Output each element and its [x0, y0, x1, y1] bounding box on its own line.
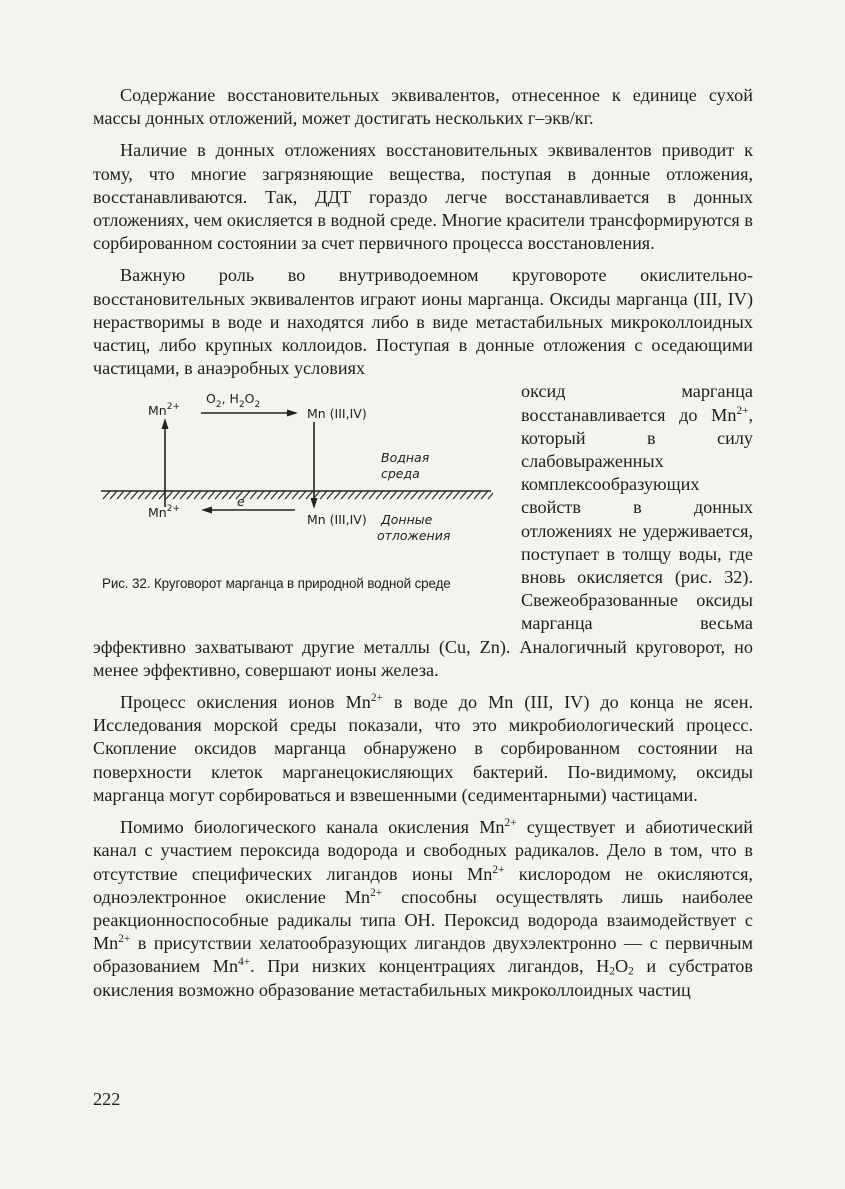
hatch-stroke	[320, 491, 327, 499]
arrow-oxidation-head	[287, 410, 298, 417]
hatch-stroke	[194, 491, 201, 499]
paragraph-3-side: оксид марганца восстанавливается до $Mn^{2+}$, который в силу слабовыраженных комплексообразующих свойств в донных отложениях не удерживается, поступает в толщу воды, где вновь окисляется (рис. 32). Свежеобразованные оксиды марганца весьма	[521, 381, 753, 634]
hatch-stroke	[222, 491, 229, 499]
hatch-stroke	[383, 491, 390, 499]
hatch-stroke	[439, 491, 446, 499]
label-water-1: Водная	[381, 450, 430, 466]
hatch-stroke	[418, 491, 425, 499]
hatch-stroke	[117, 491, 124, 499]
sediment-hatching	[103, 491, 493, 499]
arrow-reduction-head	[201, 507, 212, 514]
hatch-stroke	[488, 491, 493, 499]
hatch-stroke	[180, 491, 187, 499]
paragraph-4: Процесс окисления ионов $Mn^{2+}$ в воде до Mn (III, IV) до конца не ясен. Исследования морской среды показали, что это микробиологический процесс. Скопление оксидов марганца обнаружено в сорбированном состоянии на поверхности клеток марганецокисляющих бактерий. По-видимому, оксиды марганца могут сорбироваться и взвешенными (седиментарными) частицами.	[93, 692, 754, 805]
hatch-stroke	[250, 491, 257, 499]
hatch-stroke	[334, 491, 341, 499]
figure-caption: Рис. 32. Круговорот марганца в природной водной среде	[102, 576, 451, 592]
hatch-stroke	[467, 491, 474, 499]
hatch-stroke	[166, 491, 173, 499]
hatch-stroke	[131, 491, 138, 499]
arrow-up-head	[162, 418, 169, 429]
hatch-stroke	[257, 491, 264, 499]
hatch-stroke	[453, 491, 460, 499]
figure-32	[93, 380, 493, 612]
hatch-stroke	[376, 491, 383, 499]
paragraph-3-top: Важную роль во внутриводоемном круговороте окислительно-восстановительных эквивалентов играют ионы марганца. Оксиды марганца (III, IV) нерастворимы в воде и находятся либо в виде метастабильных микроколлоидных частиц, либо крупных коллоидов. Поступая в донные отложения с оседающими частицами, в анаэробных условиях	[93, 265, 753, 379]
page-number: 222	[93, 1089, 121, 1109]
hatch-stroke	[369, 491, 376, 499]
hatch-stroke	[103, 491, 110, 499]
hatch-stroke	[397, 491, 404, 499]
hatch-stroke	[292, 491, 299, 499]
label-mn2-top: $Mn^{2+}$	[148, 402, 180, 419]
hatch-stroke	[425, 491, 432, 499]
hatch-stroke	[362, 491, 369, 499]
hatch-stroke	[201, 491, 208, 499]
hatch-stroke	[229, 491, 236, 499]
hatch-stroke	[110, 491, 117, 499]
hatch-stroke	[390, 491, 397, 499]
hatch-stroke	[264, 491, 271, 499]
hatch-stroke	[306, 491, 313, 499]
hatch-stroke	[173, 491, 180, 499]
paragraph-5: Помимо биологического канала окисления $Mn^{2+}$ существует и абиотический канал с участием пероксида водорода и свободных радикалов. Дело в том, что в отсутствие специфических лигандов ионы $Mn^{2+}$ кислородом не окисляются, одноэлектронное окисление $Mn^{2+}$ способны осуществлять лишь наиболее реакционноспособные радикалы типа ОН. Пероксид водорода взаимодействует с $Mn^{2+}$ в присутствии хелатообразующих лигандов двухэлектронно — с первичным образованием $Mn^{4+}$. При низких концентрациях лигандов, $H_2O_2$ и субстратов окисления возможно образование метастабильных микроколлоидных частиц	[93, 817, 753, 1000]
hatch-stroke	[208, 491, 215, 499]
label-electron: e	[237, 494, 245, 510]
hatch-stroke	[278, 491, 285, 499]
hatch-stroke	[138, 491, 145, 499]
hatch-stroke	[285, 491, 292, 499]
hatch-stroke	[481, 491, 488, 499]
hatch-stroke	[271, 491, 278, 499]
hatch-stroke	[299, 491, 306, 499]
hatch-stroke	[355, 491, 362, 499]
manganese-cycle-diagram	[93, 380, 493, 580]
arrow-down-head	[311, 498, 318, 509]
side-column	[521, 380, 753, 635]
hatch-stroke	[124, 491, 131, 499]
hatch-stroke	[152, 491, 159, 499]
hatch-stroke	[446, 491, 453, 499]
label-mn34-top: Mn (III,IV)	[307, 406, 367, 422]
label-oxidants: $O_2$, $H_2O_2$	[206, 391, 261, 411]
paragraph-2: Наличие в донных отложениях восстановительных эквивалентов приводит к тому, что многие загрязняющие вещества, поступая в донные отложения, восстанавливаются. Так, ДДТ гораздо легче восстанавливается в донных отложениях, чем окисляется в водной среде. Многие красители трансформируются в сорбированном состоянии за счет первичного процесса восстановления.	[93, 140, 753, 254]
hatch-stroke	[327, 491, 334, 499]
hatch-stroke	[460, 491, 467, 499]
paragraph-3-bottom: эффективно захватывают другие металлы (Cu, Zn). Аналогичный круговорот, но менее эффективно, совершают ионы железа.	[93, 636, 753, 680]
hatch-stroke	[145, 491, 152, 499]
label-mn2-bottom: $Mn^{2+}$	[148, 504, 180, 521]
hatch-stroke	[404, 491, 411, 499]
hatch-stroke	[187, 491, 194, 499]
paragraph-1: Содержание восстановительных эквивалентов, отнесенное к единице сухой массы донных отложений, может достигать нескольких г–экв/кг.	[93, 85, 753, 129]
hatch-stroke	[215, 491, 222, 499]
label-sediment-2: отложения	[377, 528, 451, 544]
hatch-stroke	[474, 491, 481, 499]
hatch-stroke	[348, 491, 355, 499]
label-water-2: среда	[381, 466, 420, 482]
hatch-stroke	[432, 491, 439, 499]
label-mn34-bottom: Mn (III,IV)	[307, 512, 367, 528]
hatch-stroke	[411, 491, 418, 499]
label-sediment-1: Донные	[381, 512, 433, 528]
hatch-stroke	[341, 491, 348, 499]
page-body	[93, 84, 753, 1002]
figure-row	[93, 380, 753, 635]
